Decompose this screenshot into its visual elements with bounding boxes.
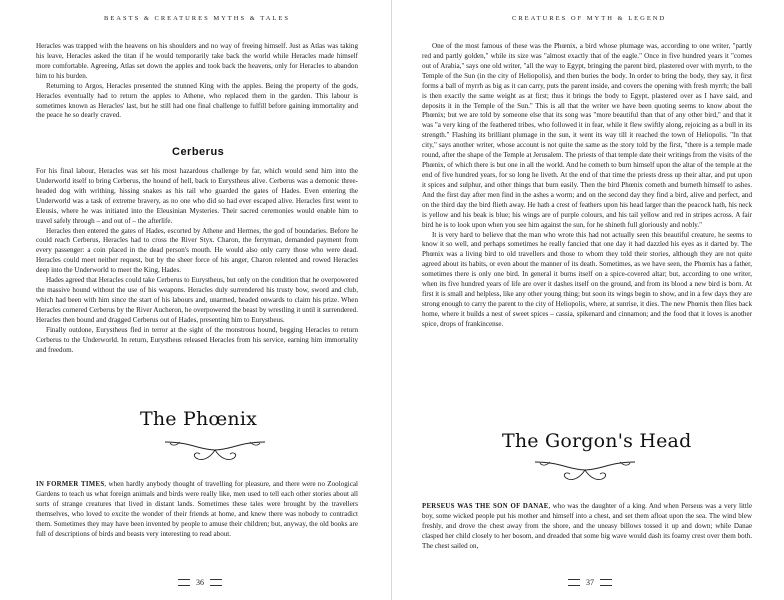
section-heading: Cerberus xyxy=(172,146,225,158)
page-number-left xyxy=(178,578,222,587)
paragraph xyxy=(36,480,358,540)
paragraph: Heracles then entered the gates of Hades, escorted by Athene and Hermes, the god of boundaries. Before he could reach Cerberus, Heracles had to cross the River Styx. Charon, the ferryman, demanded payment from every passenger: a coin placed in the dead person's mouth. He would also only carry those who were dead. Heracles could meet neither request, but by the sheer force of his anger, Charon relented and rowed Heracles deep into the Underworld to meet the King, Hades. xyxy=(36,226,358,275)
lead-in: IN FORMER TIMES xyxy=(36,481,105,488)
right-phoenix-text xyxy=(422,42,752,330)
chapter-title: The Gorgon's Head xyxy=(502,430,692,452)
running-head-left: BEASTS & CREATURES MYTHS & TALES xyxy=(104,15,290,22)
paragraph: For his final labour, Heracles was set his most hazardous challenge by far, which would send him into the Underworld itself to bring Cerberus, the hound of hell, back to Eurystheus alive. Cerberus was a demonic three-headed dog with writhing, hissing snakes as his tail who guarded the gates of Hades. Even entering the Underworld was a task of extreme bravery, as no one who did so had ever escaped alive. Heracles first went to Eleusis, where he was initiated into the Eleusinian Mysteries. Their sacred ceremonies would enable him to travel safely through – and out of – the afterlife. xyxy=(36,167,358,225)
folio-ornament-icon xyxy=(600,579,612,586)
paragraph: Returning to Argos, Heracles presented the stunned King with the apples. Being the property of the gods, Heracles eventually had to return the apples to Athene, who replaced them in the garden. This labour is sometimes known as Heracles' last, but he still had one final challenge to fulfill before gaining immortality and the peace he so dearly craved. xyxy=(36,81,358,120)
paragraph: Finally outdone, Eurystheus fled in terror at the sight of the monstrous hound, begging Heracles to return Cerberus to the Underworld. In return, Eurystheus released Heracles from his service, earning him immortality and freedom. xyxy=(36,325,358,354)
paragraph: It is very hard to believe that the man who wrote this had not actually seen this beautiful creature, he seems to know it so well, and perhaps sometimes he really fancied that one day it had dazzled his eyes as it darted by. The Phœnix was a living bird to old travellers and those to whom they told their stories, although they are not quite agreed about its habits, or even about the manner of its death. Sometimes, as we have seen, the Phœnix has a father, sometimes there is only one bird. In general it burns itself on a spice-covered altar; but, according to one writer, when its five hundred years of life are over it dashes itself on the ground, and from its blood a new bird is born. At first it is small and helpless, like any other young thing; but soon its wings begin to show, and in a few days they are strong enough to carry the parent to the city of Heliopolis, where, at sunrise, it dies. The new Phœnix then flies back home, where it builds a nest of sweet spices – cassia, spikenard and cinnamon; and the food that it loves is another spice, drops of frankincense. xyxy=(422,230,752,328)
flourish-ornament xyxy=(160,436,270,466)
paragraph xyxy=(422,502,752,552)
paragraph: Heracles was trapped with the heavens on his shoulders and no way of freeing himself. Just as Atlas was taking his leave, Heracles asked the titan if he would temporarily take back the world while Heracles made himself more comfortable. Agreeing, Atlas set down the apples and took back the heavens, only for Heracles to abandon him to his burden. xyxy=(36,42,358,80)
paragraph: Hades agreed that Heracles could take Cerberus to Eurystheus, but only on the condition that he overpowered the massive hound without the use of his weapons. Heracles duly surrendered his trusty bow, sword and club, which had been with him since the start of his labours and, unarmed, headed onwards to claim his prize. When Heracles cornered Cerberus by the River Aucheron, he overpowered the beast by wrestling it until it surrendered. Heracles then bound and dragged Cerberus out of Hades, presenting him to Eurystheus. xyxy=(36,276,358,324)
page-number: 36 xyxy=(196,578,204,587)
left-phoenix-text xyxy=(36,480,358,540)
folio-ornament-icon xyxy=(568,579,580,586)
page-number-right xyxy=(568,578,612,587)
lead-paragraph: , who was the daughter of a king. And when Perseus was a very little boy, some wicked people put his mother and himself into a chest, and set them afloat upon the sea. The wind blew freshly, and drove the chest away from the shore, and the uneasy billows tossed it up and down; while Danae clasped her child closely to her bosom, and dreaded that some big wave would dash its foamy crest over them both. The chest sailed on, xyxy=(422,502,752,550)
chapter-title: The Phœnix xyxy=(140,408,258,430)
right-page xyxy=(392,0,784,600)
left-top-text xyxy=(36,42,358,121)
folio-ornament-icon xyxy=(210,579,222,586)
lead-paragraph: , when hardly anybody thought of travelling for pleasure, and there were no Zoological Gardens to teach us what foreign animals and birds were really like, men used to tell each other stories about all sorts of strange creatures that lived in distant lands. Sometimes these tales were brought by the travellers themselves, who loved to excite the wonder of their friends at home, and knew there was nobody to contradict them. Sometimes they may have been invented by people to amuse their children; but, anyway, the old books are full of descriptions of birds and beasts very interesting to read about. xyxy=(36,480,358,538)
left-cerberus-text xyxy=(36,167,358,356)
page-number: 37 xyxy=(586,578,594,587)
folio-ornament-icon xyxy=(178,579,190,586)
right-gorgon-text xyxy=(422,502,752,552)
flourish-ornament xyxy=(530,456,640,486)
running-head-right: CREATURES OF MYTH & LEGEND xyxy=(512,15,667,22)
lead-in: PERSEUS WAS THE SON OF DANAE xyxy=(422,503,549,510)
paragraph: One of the most famous of these was the Phœnix, a bird whose plumage was, according to one writer, "partly red and partly golden," while its size was "almost exactly that of the eagle." Once in five hundred years it "comes out of Arabia," says one old writer, "all the way to Egypt, bringing the parent bird, plastered over with myrrh, to the Temple of the Sun (in the city of Heliopolis), and then buries the body. In order to bring the body, they say, it first forms a ball of myrrh as big as it can carry, puts the parent inside, and covers the opening with fresh myrrh; the ball is then exactly the same weight as at first; thus it brings the body to Egypt, plastered over as I have said, and deposits it in the Temple of the Sun." This is all that the writer we have been quoting seems to know about the Phœnix; but we are told by someone else that its song was "more beautiful than that of any other bird," and that it was "a very king of the feathered tribes, who followed it in fear, while it flew swiftly along, rejoicing as a bull in its strength." Flashing its brilliant plumage in the sun, it went its way till it reached the town of Heliopolis. "In that city," says another writer, whose account is not quite the same as the story told by the first, "there is a temple made round, after the shape of the Temple at Jerusalem. The priests of that temple date their writings from the visits of the Phœnix, of which there is but one in all the world. And he cometh to burn himself upon the altar of the temple at the end of five hundred years, for so long he liveth. At the end of that time the priests dress up their altar, and put upon it spices and sulphur, and other things that burn easily. Then the bird Phœnix cometh and burneth himself to ashes. And the first day after men find in the ashes a worm; and on the second day they find a bird, alive and perfect, and on the third day the bird flieth away. He hath a crest of feathers upon his head larger than the peacock hath, his neck is yellow and his beak is blue; his wings are of purple colours, and his tail yellow and red in stripes across. A fair bird he is to look upon when you see him against the sun, for he shineth full gloriously and nobly." xyxy=(422,42,752,229)
